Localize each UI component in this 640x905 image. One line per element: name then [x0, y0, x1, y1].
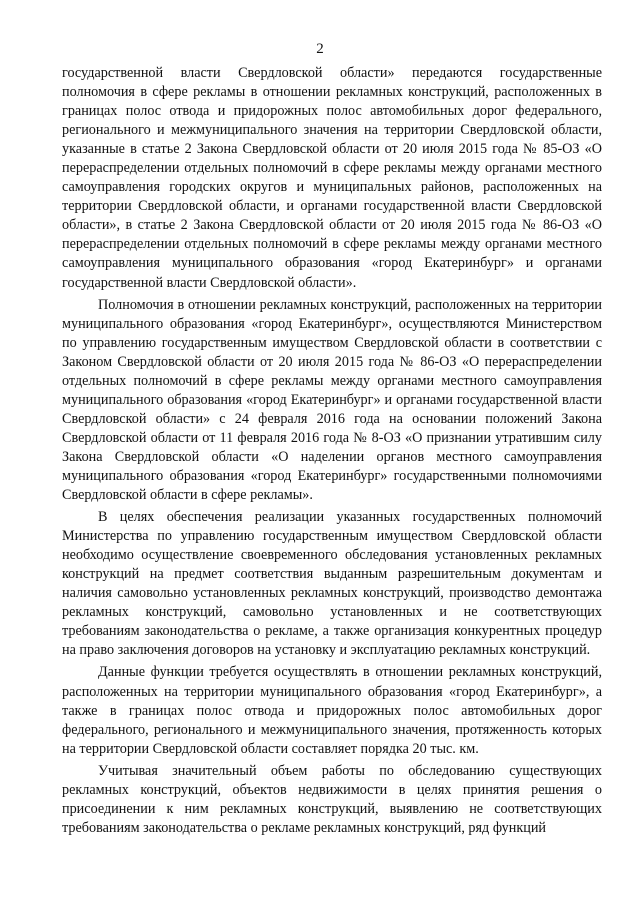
- paragraph-workload: Учитывая значительный объем работы по обследованию существующих рекламных конструкций, объектов недвижимости в целях принятия решения о присоединении к ним рекламных конструкций, выявлению не соответствующих требованиям законодательства о рекламе рекламных конструкций, ряд функций: [62, 762, 602, 836]
- paragraph-functions-scope: Данные функции требуется осуществлять в отношении рекламных конструкций, расположенных на территории муниципального образования «город Екатеринбург», а также в границах полос отвода и придорожных полос автомобильных дорог федерального, регионального и межмуниципального значения, протяженность которых на территории Свердловской области составляет порядка 20 тыс. км.: [62, 664, 602, 757]
- page-number: 2: [316, 41, 324, 57]
- paragraph-continuation: государственной власти Свердловской области» передаются государственные полномочия в сфере рекламы в отношении рекламных конструкций, расположенных в границах полос отвода и придорожных полос автомобильных дорог федерального, регионального и межмуниципального значения на территории Свердловской области, указанные в статье 2 Закона Свердловской области от 20 июля 2015 года № 85-ОЗ «О перераспределении отдельных полномочий в сфере рекламы между органами местного самоуправления городских округов и муниципальных районов, расположенных на территории Свердловской области, и органами государственной власти Свердловской области», в статье 2 Закона Свердловской области от 20 июля 2015 года № 86-ОЗ «О перераспределении отдельных полномочий в сфере рекламы между органами местного самоуправления муниципального образования «город Екатеринбург» и органами государственной власти Свердловской области».: [62, 65, 602, 291]
- paragraph-implementation-goals: В целях обеспечения реализации указанных государственных полномочий Министерства по управлению государственным имуществом Свердловской области необходимо осуществление своевременного обследования установленных рекламных конструкций на предмет соответствия выданным разрешительным документам и наличия самовольно установленных рекламных конструкций, производство демонтажа рекламных конструкций, самовольно установленных и не соответствующих требованиям законодательства о рекламе, а также организация конкурентных процедур на право заключения договоров на установку и эксплуатацию рекламных конструкций.: [62, 509, 602, 659]
- document-body: [62, 64, 602, 841]
- paragraph-powers-ekaterinburg: Полномочия в отношении рекламных конструкций, расположенных на территории муниципального образования «город Екатеринбург», осуществляются Министерством по управлению государственным имуществом Свердловской области в соответствии с Законом Свердловской области от 20 июля 2015 года № 86-ОЗ «О перераспределении отдельных полномочий в сфере рекламы между органами местного самоуправления муниципального образования «город Екатеринбург» и органами государственной власти Свердловской области» с 24 февраля 2016 года на основании положений Закона Свердловской области от 11 февраля 2016 года № 8-ОЗ «О признании утратившим силу Закона Свердловской области «О наделении органов местного самоуправления муниципального образования «город Екатеринбург» государственными полномочиями Свердловской области в сфере рекламы».: [62, 296, 602, 504]
